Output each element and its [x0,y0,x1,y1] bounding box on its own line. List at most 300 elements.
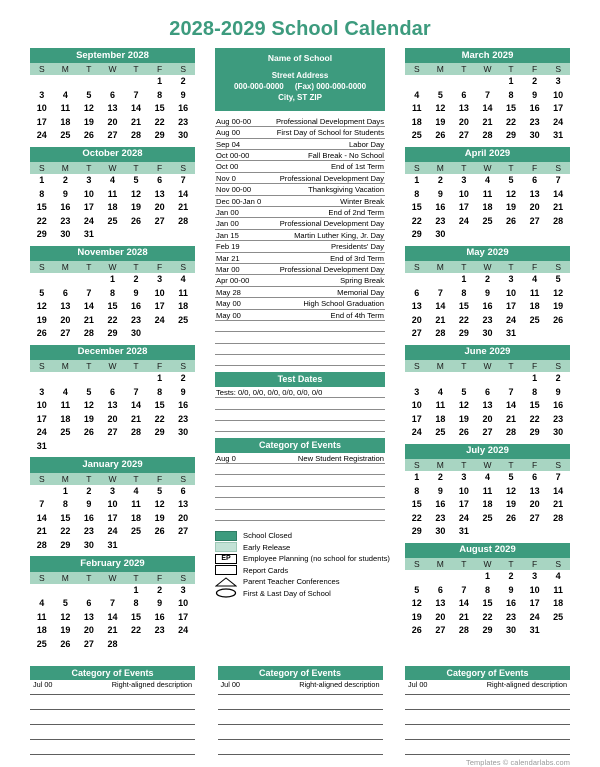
day-cell[interactable]: 6 [157,175,163,186]
day-cell[interactable]: 9 [437,188,443,199]
day-cell[interactable]: 22 [60,526,71,537]
test-date-row-blank[interactable] [215,410,385,421]
day-cell[interactable]: 30 [131,328,142,339]
day-cell[interactable]: 21 [83,314,94,325]
day-cell[interactable]: 20 [482,413,493,424]
day-cell[interactable]: 7 [437,287,443,298]
day-cell[interactable]: 18 [36,625,47,636]
day-cell[interactable]: 11 [529,287,540,298]
day-cell[interactable]: 23 [506,611,517,622]
day-cell[interactable]: 6 [461,89,467,100]
day-cell[interactable]: 29 [154,427,165,438]
event-row-blank[interactable] [215,475,385,486]
day-cell[interactable]: 8 [414,188,420,199]
event-row[interactable] [215,241,385,252]
day-cell[interactable]: 1 [414,175,420,186]
day-cell[interactable]: 3 [39,386,45,397]
day-cell[interactable]: 23 [553,413,564,424]
day-cell[interactable]: 6 [532,472,538,483]
day-cell[interactable]: 10 [36,400,47,411]
day-cell[interactable]: 5 [508,472,514,483]
day-cell[interactable]: 21 [107,625,118,636]
day-cell[interactable]: 3 [157,274,163,285]
day-cell[interactable]: 3 [39,89,45,100]
day-cell[interactable]: 27 [458,130,469,141]
day-cell[interactable]: 24 [154,314,165,325]
day-cell[interactable]: 12 [36,301,47,312]
day-cell[interactable]: 9 [180,386,186,397]
day-cell[interactable]: 16 [529,103,540,114]
day-cell[interactable]: 28 [458,625,469,636]
day-cell[interactable]: 22 [411,215,422,226]
day-cell[interactable]: 29 [506,130,517,141]
event-row[interactable] [215,196,385,207]
day-cell[interactable]: 10 [553,89,564,100]
day-cell[interactable]: 20 [154,202,165,213]
day-cell[interactable]: 2 [180,76,186,87]
event-row[interactable] [215,275,385,286]
day-cell[interactable]: 30 [553,427,564,438]
day-cell[interactable]: 24 [178,625,189,636]
day-cell[interactable]: 5 [86,89,92,100]
day-cell[interactable]: 17 [154,301,165,312]
day-cell[interactable]: 16 [506,598,517,609]
day-cell[interactable]: 6 [532,175,538,186]
day-cell[interactable]: 12 [60,611,71,622]
day-cell[interactable]: 2 [484,274,490,285]
day-cell[interactable]: 12 [506,188,517,199]
day-cell[interactable]: 20 [83,625,94,636]
category-row-blank[interactable] [30,710,195,725]
day-cell[interactable]: 9 [62,188,68,199]
category-row-blank[interactable] [218,695,383,710]
day-cell[interactable]: 11 [412,103,422,114]
day-cell[interactable]: 22 [107,314,118,325]
day-cell[interactable]: 9 [484,287,490,298]
day-cell[interactable]: 5 [437,89,443,100]
day-cell[interactable]: 25 [553,611,564,622]
day-cell[interactable]: 15 [482,598,493,609]
day-cell[interactable]: 15 [131,611,142,622]
day-cell[interactable]: 13 [411,301,422,312]
day-cell[interactable]: 17 [107,512,118,523]
day-cell[interactable]: 31 [458,526,469,537]
day-cell[interactable]: 21 [435,314,446,325]
day-cell[interactable]: 30 [178,130,189,141]
day-cell[interactable]: 29 [60,539,71,550]
day-cell[interactable]: 3 [461,175,467,186]
day-cell[interactable]: 4 [555,571,561,582]
day-cell[interactable]: 19 [154,512,165,523]
day-cell[interactable]: 16 [435,202,446,213]
day-cell[interactable]: 13 [107,400,118,411]
day-cell[interactable]: 18 [482,202,493,213]
day-cell[interactable]: 8 [39,188,45,199]
day-cell[interactable]: 14 [553,485,564,496]
day-cell[interactable]: 12 [553,287,564,298]
event-row-blank[interactable] [215,498,385,509]
day-cell[interactable]: 11 [482,188,493,199]
day-cell[interactable]: 29 [482,625,493,636]
day-cell[interactable]: 15 [154,400,165,411]
day-cell[interactable]: 7 [461,584,467,595]
event-row[interactable] [215,207,385,218]
day-cell[interactable]: 12 [411,598,422,609]
day-cell[interactable]: 30 [529,130,540,141]
day-cell[interactable]: 9 [508,584,514,595]
day-cell[interactable]: 25 [411,130,422,141]
event-row[interactable] [215,253,385,264]
event-row[interactable] [215,127,385,138]
event-row[interactable] [215,173,385,184]
day-cell[interactable]: 15 [411,202,422,213]
day-cell[interactable]: 27 [435,625,446,636]
day-cell[interactable]: 14 [131,400,142,411]
day-cell[interactable]: 10 [411,400,422,411]
day-cell[interactable]: 18 [482,499,493,510]
day-cell[interactable]: 18 [60,413,71,424]
day-cell[interactable]: 13 [529,188,540,199]
day-cell[interactable]: 27 [178,526,189,537]
day-cell[interactable]: 3 [414,386,420,397]
event-row-blank[interactable] [215,487,385,498]
day-cell[interactable]: 18 [411,116,422,127]
day-cell[interactable]: 21 [482,116,493,127]
day-cell[interactable]: 12 [154,499,165,510]
day-cell[interactable]: 10 [458,485,469,496]
day-cell[interactable]: 19 [458,413,469,424]
day-cell[interactable]: 18 [553,598,564,609]
day-cell[interactable]: 3 [461,472,467,483]
day-cell[interactable]: 1 [62,485,68,496]
day-cell[interactable]: 20 [458,116,469,127]
day-cell[interactable]: 1 [484,571,490,582]
day-cell[interactable]: 9 [555,386,561,397]
day-cell[interactable]: 25 [178,314,189,325]
day-cell[interactable]: 9 [180,89,186,100]
day-cell[interactable]: 4 [62,89,68,100]
day-cell[interactable]: 25 [482,512,493,523]
day-cell[interactable]: 14 [107,611,118,622]
event-row[interactable] [215,139,385,150]
day-cell[interactable]: 30 [60,229,71,240]
day-cell[interactable]: 13 [154,188,165,199]
day-cell[interactable]: 14 [435,301,446,312]
day-cell[interactable]: 9 [86,499,92,510]
event-row[interactable] [215,116,385,127]
day-cell[interactable]: 3 [532,571,538,582]
day-cell[interactable]: 22 [411,512,422,523]
day-cell[interactable]: 4 [62,386,68,397]
day-cell[interactable]: 28 [107,638,118,649]
day-cell[interactable]: 5 [62,598,68,609]
day-cell[interactable]: 10 [154,287,165,298]
day-cell[interactable]: 9 [437,485,443,496]
day-cell[interactable]: 4 [180,274,186,285]
day-cell[interactable]: 20 [178,512,189,523]
day-cell[interactable]: 30 [178,427,189,438]
day-cell[interactable]: 21 [553,202,564,213]
day-cell[interactable]: 29 [458,328,469,339]
day-cell[interactable]: 5 [508,175,514,186]
day-cell[interactable]: 16 [482,301,493,312]
day-cell[interactable]: 25 [60,427,71,438]
day-cell[interactable]: 19 [83,413,94,424]
day-cell[interactable]: 19 [435,116,446,127]
day-cell[interactable]: 23 [482,314,493,325]
day-cell[interactable]: 29 [107,328,118,339]
event-row[interactable] [215,287,385,298]
day-cell[interactable]: 25 [36,638,47,649]
day-cell[interactable]: 6 [180,485,186,496]
day-cell[interactable]: 17 [529,598,540,609]
day-cell[interactable]: 1 [157,373,163,384]
day-cell[interactable]: 17 [553,103,564,114]
day-cell[interactable]: 6 [484,386,490,397]
day-cell[interactable]: 17 [36,116,47,127]
category-row-blank[interactable] [30,740,195,755]
day-cell[interactable]: 8 [157,386,163,397]
day-cell[interactable]: 1 [133,584,139,595]
day-cell[interactable]: 5 [86,386,92,397]
day-cell[interactable]: 19 [506,499,517,510]
day-cell[interactable]: 6 [109,89,115,100]
day-cell[interactable]: 3 [180,584,186,595]
day-cell[interactable]: 24 [458,215,469,226]
day-cell[interactable]: 8 [157,89,163,100]
day-cell[interactable]: 2 [86,485,92,496]
event-row-blank[interactable] [215,355,385,366]
day-cell[interactable]: 22 [154,116,165,127]
day-cell[interactable]: 26 [131,215,142,226]
day-cell[interactable]: 11 [435,400,446,411]
day-cell[interactable]: 23 [131,314,142,325]
event-row[interactable] [215,218,385,229]
day-cell[interactable]: 5 [414,584,420,595]
day-cell[interactable]: 27 [60,328,71,339]
test-date-row[interactable]: Tests: 0/0, 0/0, 0/0, 0/0, 0/0, 0/0 [215,387,385,398]
day-cell[interactable]: 7 [39,499,45,510]
day-cell[interactable]: 21 [506,413,517,424]
day-cell[interactable]: 23 [435,512,446,523]
day-cell[interactable]: 24 [553,116,564,127]
day-cell[interactable]: 8 [484,584,490,595]
day-cell[interactable]: 15 [154,103,165,114]
event-row[interactable] [215,310,385,321]
day-cell[interactable]: 19 [36,314,47,325]
day-cell[interactable]: 5 [39,287,45,298]
day-cell[interactable]: 17 [83,202,94,213]
day-cell[interactable]: 8 [508,89,514,100]
day-cell[interactable]: 17 [506,301,517,312]
event-row[interactable] [215,298,385,309]
day-cell[interactable]: 20 [60,314,71,325]
day-cell[interactable]: 25 [60,130,71,141]
day-cell[interactable]: 17 [458,499,469,510]
day-cell[interactable]: 1 [157,76,163,87]
day-cell[interactable]: 14 [553,188,564,199]
day-cell[interactable]: 8 [109,287,115,298]
day-cell[interactable]: 27 [107,427,118,438]
day-cell[interactable]: 16 [131,301,142,312]
day-cell[interactable]: 18 [435,413,446,424]
day-cell[interactable]: 18 [131,512,142,523]
day-cell[interactable]: 23 [178,413,189,424]
day-cell[interactable]: 18 [60,116,71,127]
day-cell[interactable]: 28 [553,512,564,523]
day-cell[interactable]: 20 [529,202,540,213]
day-cell[interactable]: 4 [532,274,538,285]
day-cell[interactable]: 25 [435,427,446,438]
day-cell[interactable]: 1 [414,472,420,483]
day-cell[interactable]: 4 [484,472,490,483]
event-row[interactable] [215,184,385,195]
day-cell[interactable]: 23 [83,526,94,537]
day-cell[interactable]: 28 [131,427,142,438]
day-cell[interactable]: 24 [36,427,47,438]
day-cell[interactable]: 19 [60,625,71,636]
day-cell[interactable]: 19 [411,611,422,622]
day-cell[interactable]: 26 [83,130,94,141]
day-cell[interactable]: 26 [154,526,165,537]
event-row[interactable] [215,453,385,464]
event-row-blank[interactable] [215,344,385,355]
event-row-blank[interactable] [215,510,385,521]
day-cell[interactable]: 8 [532,386,538,397]
day-cell[interactable]: 17 [36,413,47,424]
day-cell[interactable]: 21 [458,611,469,622]
day-cell[interactable]: 4 [109,175,115,186]
day-cell[interactable]: 26 [553,314,564,325]
day-cell[interactable]: 26 [83,427,94,438]
day-cell[interactable]: 22 [36,215,47,226]
day-cell[interactable]: 22 [131,625,142,636]
day-cell[interactable]: 11 [482,485,493,496]
category-row-blank[interactable] [218,740,383,755]
day-cell[interactable]: 28 [553,215,564,226]
day-cell[interactable]: 29 [154,130,165,141]
day-cell[interactable]: 12 [131,188,142,199]
day-cell[interactable]: 27 [411,328,422,339]
day-cell[interactable]: 17 [411,413,422,424]
day-cell[interactable]: 12 [435,103,446,114]
day-cell[interactable]: 30 [83,539,94,550]
category-row-blank[interactable] [218,710,383,725]
day-cell[interactable]: 11 [107,188,118,199]
day-cell[interactable]: 7 [180,175,186,186]
day-cell[interactable]: 23 [435,215,446,226]
day-cell[interactable]: 13 [458,103,469,114]
day-cell[interactable]: 26 [506,512,517,523]
day-cell[interactable]: 10 [506,287,517,298]
day-cell[interactable]: 12 [83,400,94,411]
day-cell[interactable]: 1 [461,274,467,285]
day-cell[interactable]: 10 [36,103,47,114]
category-row-blank[interactable] [30,695,195,710]
day-cell[interactable]: 10 [83,188,94,199]
day-cell[interactable]: 10 [107,499,118,510]
day-cell[interactable]: 27 [107,130,118,141]
day-cell[interactable]: 28 [83,328,94,339]
day-cell[interactable]: 30 [482,328,493,339]
event-row-blank[interactable] [215,321,385,332]
day-cell[interactable]: 29 [36,229,47,240]
day-cell[interactable]: 22 [154,413,165,424]
day-cell[interactable]: 11 [131,499,141,510]
category-row-blank[interactable] [405,725,570,740]
day-cell[interactable]: 2 [508,571,514,582]
category-row[interactable] [218,680,383,695]
day-cell[interactable]: 15 [36,202,47,213]
day-cell[interactable]: 30 [506,625,517,636]
day-cell[interactable]: 25 [107,215,118,226]
day-cell[interactable]: 26 [435,130,446,141]
day-cell[interactable]: 1 [508,76,514,87]
day-cell[interactable]: 26 [36,328,47,339]
day-cell[interactable]: 29 [411,526,422,537]
day-cell[interactable]: 19 [83,116,94,127]
day-cell[interactable]: 14 [458,598,469,609]
category-row[interactable] [30,680,195,695]
day-cell[interactable]: 14 [83,301,94,312]
day-cell[interactable]: 18 [529,301,540,312]
day-cell[interactable]: 15 [60,512,71,523]
day-cell[interactable]: 9 [532,89,538,100]
day-cell[interactable]: 22 [506,116,517,127]
day-cell[interactable]: 13 [435,598,446,609]
day-cell[interactable]: 25 [482,215,493,226]
day-cell[interactable]: 7 [508,386,514,397]
day-cell[interactable]: 22 [529,413,540,424]
day-cell[interactable]: 22 [482,611,493,622]
day-cell[interactable]: 26 [506,215,517,226]
event-row[interactable] [215,230,385,241]
day-cell[interactable]: 7 [133,89,139,100]
day-cell[interactable]: 5 [157,485,163,496]
day-cell[interactable]: 11 [178,287,188,298]
day-cell[interactable]: 27 [482,427,493,438]
event-row-blank[interactable] [215,464,385,475]
day-cell[interactable]: 19 [553,301,564,312]
day-cell[interactable]: 20 [107,116,118,127]
day-cell[interactable]: 4 [414,89,420,100]
day-cell[interactable]: 2 [532,76,538,87]
day-cell[interactable]: 20 [411,314,422,325]
day-cell[interactable]: 25 [131,526,142,537]
day-cell[interactable]: 27 [529,512,540,523]
day-cell[interactable]: 14 [482,103,493,114]
event-row[interactable] [215,161,385,172]
day-cell[interactable]: 15 [411,499,422,510]
day-cell[interactable]: 15 [529,400,540,411]
day-cell[interactable]: 16 [154,611,165,622]
day-cell[interactable]: 11 [553,584,563,595]
day-cell[interactable]: 23 [154,625,165,636]
day-cell[interactable]: 10 [178,598,189,609]
day-cell[interactable]: 2 [62,175,68,186]
day-cell[interactable]: 2 [437,175,443,186]
day-cell[interactable]: 17 [458,202,469,213]
day-cell[interactable]: 21 [178,202,189,213]
day-cell[interactable]: 2 [437,472,443,483]
day-cell[interactable]: 21 [131,413,142,424]
day-cell[interactable]: 19 [131,202,142,213]
day-cell[interactable]: 19 [506,202,517,213]
day-cell[interactable]: 26 [458,427,469,438]
day-cell[interactable]: 31 [83,229,94,240]
day-cell[interactable]: 26 [60,638,71,649]
day-cell[interactable]: 30 [435,229,446,240]
